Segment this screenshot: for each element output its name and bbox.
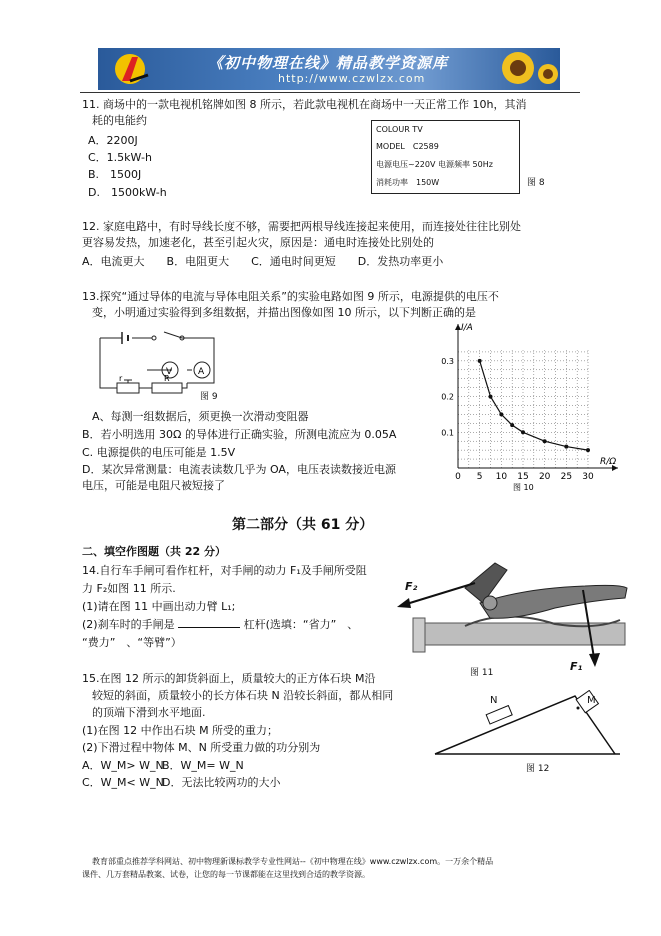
x-tick-label: 20: [538, 472, 551, 482]
x-tick-label: 15: [517, 472, 529, 482]
part2-title: 第二部分（共 61 分）: [232, 517, 374, 533]
y-tick-label: 0.2: [441, 392, 454, 402]
block-n-label: N: [490, 695, 498, 706]
x-tick-label: 0: [455, 472, 461, 482]
sunflower-icon: [488, 48, 560, 90]
logo-icon: [108, 51, 158, 87]
y-tick-label: 0.3: [441, 356, 454, 366]
section-fill-draw: 二、填空作图题（共 22 分）: [82, 545, 226, 558]
tv-nameplate: [371, 120, 520, 194]
rheostat-label: r: [119, 374, 123, 383]
q11-option-c: C．1.5kW-h: [88, 151, 152, 164]
q13-stem-2: 变，小明通过实验得到多组数据，并描出图像如图 10 所示，以下判断正确的是: [92, 306, 476, 319]
data-point: [521, 430, 525, 434]
fig12-caption: 图 12: [526, 764, 550, 774]
q15-line-1: 15.在图 12 所示的卸货斜面上，质量较大的正方体石块 M沿: [82, 672, 376, 685]
nameplate-line-2: MODEL C2589: [376, 142, 439, 151]
data-point: [586, 448, 590, 452]
q15-option-d: D．无法比较两功的大小: [162, 776, 281, 789]
y-tick-label: 0.1: [441, 428, 454, 438]
q11-stem-2: 耗的电能约: [92, 114, 147, 127]
q11-option-a: A．2200J: [88, 134, 138, 147]
header-banner: [98, 48, 560, 90]
q14-line-4-b: 杠杆(选填：“省力” 、: [243, 618, 359, 631]
q15-line-2: 较短的斜面，质量较小的长方体石块 N 沿较长斜面，都从相同: [92, 689, 394, 702]
q15-line-5: (2)下滑过程中物体 M、N 所受重力做的功分别为: [82, 741, 321, 754]
q14-line-4-a: (2)刹车时的手闸是: [82, 618, 175, 631]
y-axis-label: I/A: [461, 323, 473, 333]
fig11-caption: 图 11: [470, 668, 494, 678]
header-divider: [80, 92, 580, 93]
footer-line-1: 教育部重点推荐学科网站、初中物理新课标教学专业性网站--《初中物理在线》www.czwlzx.com。一万余个精品: [92, 857, 494, 866]
x-axis-label: R/Ω: [600, 457, 617, 467]
q14-line-4: [82, 618, 358, 632]
q12-options: A．电流更大 B．电阻更大 C．通电时间更短 D．发热功率更小: [82, 255, 444, 268]
nameplate-line-1: COLOUR TV: [376, 125, 423, 134]
data-point: [478, 359, 482, 363]
force-f2-label: F₂: [405, 580, 418, 593]
fig11-hand-brake: [395, 548, 630, 668]
fig9-caption: 图 9: [200, 392, 218, 402]
force-f1-label: F₁: [570, 660, 583, 673]
x-tick-label: 10: [495, 472, 508, 482]
x-tick-label: 30: [582, 472, 594, 482]
q14-line-1: 14.自行车手闸可看作杠杆，对手闸的动力 F₁及手闸所受阻: [82, 564, 367, 577]
data-point: [489, 395, 493, 399]
q13-option-a: A、每测一组数据后，须更换一次滑动变阻器: [92, 410, 309, 423]
voltmeter-label: V: [166, 367, 173, 377]
q12-stem-2: 更容易发热，加速老化，甚至引起火灾，原因是：通电时连接处比别处的: [82, 236, 434, 249]
q13-stem-1: 13.探究“通过导体的电流与导体电阻关系”的实验电路如图 9 所示，电源提供的电压不: [82, 290, 499, 303]
data-point: [499, 412, 503, 416]
banner-title: 《初中物理在线》精品教学资源库: [208, 54, 449, 72]
q15-line-4: (1)在图 12 中作出石块 M 所受的重力；: [82, 724, 279, 737]
q11-option-b: B. 1500J: [88, 168, 142, 181]
data-point: [510, 423, 514, 427]
resistor-label: R: [164, 374, 170, 383]
data-point: [564, 445, 568, 449]
q15-line-3: 的顶端下滑到水平地面.: [92, 706, 206, 719]
q12-stem-1: 12. 家庭电路中，有时导线长度不够，需要把两根导线连接起来使用，而连接处往往比别处: [82, 220, 521, 233]
nameplate-line-4: 消耗功率 150W: [376, 178, 440, 187]
footer-line-2: 课件、几万套精品教案、试卷，让您的每一节课都能在这里找到合适的教学资源。: [82, 870, 370, 879]
q11-option-d: D. 1500kW-h: [88, 186, 167, 199]
nameplate-line-3: 电源电压~220V 电源频率 50Hz: [376, 160, 493, 169]
q13-option-d-1: D．某次异常测量：电流表读数几乎为 OA，电压表读数接近电源: [82, 463, 396, 476]
q13-option-b: B．若小明选用 30Ω 的导体进行正确实验，所测电流应为 0.05A: [82, 428, 397, 441]
data-point: [543, 439, 547, 443]
q14-line-3: (1)请在图 11 中画出动力臂 L₁;: [82, 600, 236, 613]
q15-option-c: C．W_M< W_N: [82, 776, 164, 789]
block-m-label: M: [587, 695, 596, 706]
x-tick-label: 25: [560, 472, 573, 482]
chart-title: 图 10: [513, 483, 534, 492]
q14-line-2: 力 F₂如图 11 所示.: [82, 582, 176, 595]
q15-option-a: A．W_M> W_N: [82, 759, 164, 772]
fig8-caption: 图 8: [527, 178, 545, 188]
fig12-ramp: [430, 690, 625, 760]
q11-stem-1: 11. 商场中的一款电视机铭牌如图 8 所示，若此款电视机在商场中一天正常工作 10h，其消: [82, 98, 527, 111]
fig10-chart: [430, 318, 630, 493]
q14-line-5: “费力” 、“等臂”）: [82, 636, 182, 649]
q13-option-c: C. 电源提供的电压可能是 1.5V: [82, 446, 236, 459]
q13-option-d-2: 电压，可能是电阻尺被短接了: [82, 479, 225, 492]
x-tick-label: 5: [476, 472, 483, 482]
ammeter-label: A: [198, 367, 205, 377]
banner-url: http://www.czwlzx.com: [278, 72, 426, 85]
q15-option-b: B．W_M= W_N: [162, 759, 244, 772]
q14-answer-blank[interactable]: [178, 627, 240, 628]
